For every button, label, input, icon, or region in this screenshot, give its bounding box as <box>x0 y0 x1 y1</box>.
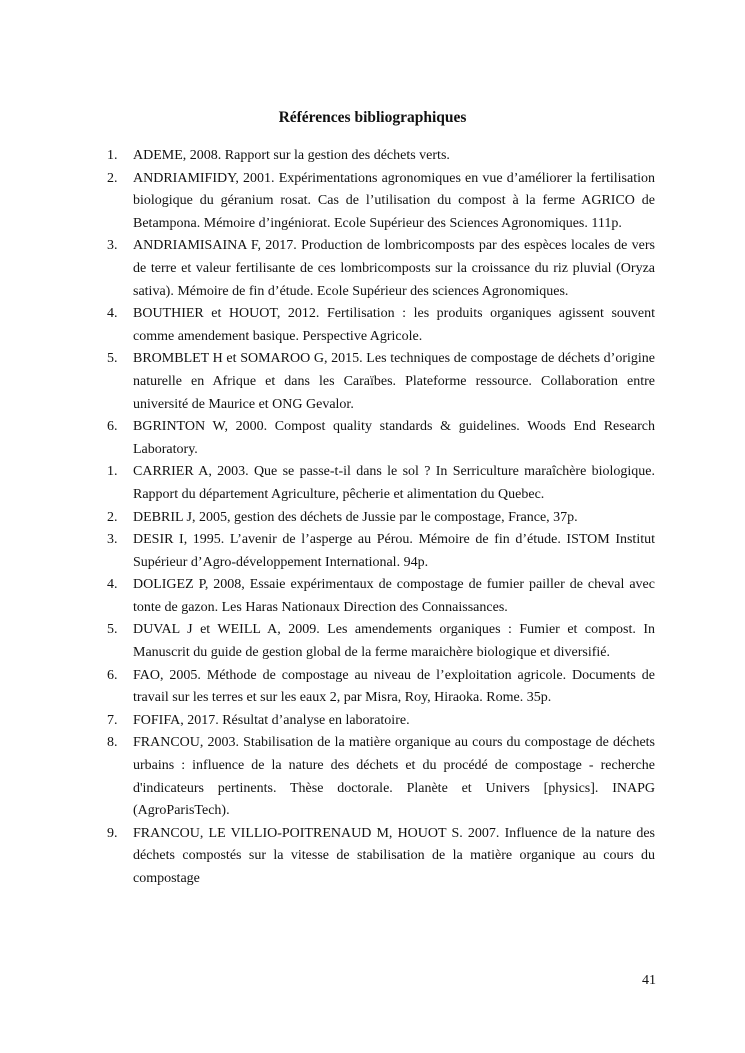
reference-item <box>107 461 655 506</box>
reference-number: 1. <box>107 148 118 163</box>
reference-number: 8. <box>107 735 118 751</box>
reference-item <box>107 732 655 822</box>
reference-text: DUVAL J et WEILL A, 2009. Les amendements organiques : Fumier et compost. In Manuscrit du guide de gestion global de la ferme maraichère biologique et diversifié. <box>133 622 655 661</box>
reference-text: DOLIGEZ P, 2008, Essaie expérimentaux de compostage de fumier pailler de cheval avec tonte de gazon. Les Haras Nationaux Direction des Connaissances. <box>133 577 655 615</box>
reference-item <box>107 574 655 619</box>
reference-item <box>107 416 655 461</box>
reference-item <box>107 529 655 574</box>
reference-number: 1. <box>107 464 118 480</box>
page-title: Références bibliographiques <box>278 109 467 126</box>
reference-number: 3. <box>107 238 118 254</box>
reference-number: 2. <box>107 509 118 525</box>
reference-text: FOFIFA, 2017. Résultat d’analyse en laboratoire. <box>133 712 410 728</box>
reference-number: 6. <box>107 667 118 683</box>
reference-text: FRANCOU, LE VILLIO-POITRENAUD M, HOUOT S. 2007. Influence de la nature des déchets compostés sur la vitesse de stabilisation de la matière organique au cours du compostage <box>133 825 655 886</box>
reference-text: DESIR I, 1995. L’avenir de l’asperge au Pérou. Mémoire de fin d’étude. ISTOM Institut Supérieur d’Agro-développement International. 94p. <box>133 532 655 570</box>
reference-item <box>107 168 655 236</box>
reference-list <box>107 145 655 891</box>
reference-text: ANDRIAMIFIDY, 2001. Expérimentations agronomiques en vue d’améliorer la fertilisation biologique du géranium rosat. Cas de l’utilisation du compost à la ferme AGRICO de Betampona. Mémoire d’ingéniorat. Ecole Supérieur des Sciences Agronomiques. 111p. <box>133 170 655 231</box>
reference-item <box>107 710 655 733</box>
reference-text: ADEME, 2008. Rapport sur la gestion des déchets verts. <box>133 148 450 163</box>
reference-number: 7. <box>107 712 118 728</box>
reference-number: 9. <box>107 825 118 841</box>
reference-text: DEBRIL J, 2005, gestion des déchets de Jussie par le compostage, France, 37p. <box>133 509 578 525</box>
page-number: 41 <box>642 973 656 988</box>
reference-item <box>107 507 655 530</box>
reference-number: 4. <box>107 577 118 593</box>
reference-item <box>107 665 655 710</box>
reference-text: BOUTHIER et HOUOT, 2012. Fertilisation : les produits organiques agissent souvent comme amendement basique. Perspective Agricole. <box>133 306 655 344</box>
reference-item <box>107 619 655 664</box>
reference-text: BROMBLET H et SOMAROO G, 2015. Les techniques de compostage de déchets d’origine naturelle en Afrique et dans les Caraïbes. Plateforme ressource. Collaboration entre université de Maurice et ONG Gevalor. <box>133 351 655 412</box>
reference-text: FRANCOU, 2003. Stabilisation de la matière organique au cours du compostage de déchets urbains : influence de la nature des déchets et du procédé de compostage - recherche d'indicateurs pertinents. Thèse doctorale. Planète et Univers [physics]. INAPG (AgroParisTech). <box>133 735 655 819</box>
reference-text: FAO, 2005. Méthode de compostage au niveau de l’exploitation agricole. Documents de travail sur les terres et sur les eaux 2, par Misra, Roy, Hiraoka. Rome. 35p. <box>133 667 655 706</box>
reference-item <box>107 348 655 416</box>
reference-item <box>107 235 655 303</box>
reference-text: ANDRIAMISAINA F, 2017. Production de lombricomposts par des espèces locales de vers de terre et valeur fertilisante de ces lombricomposts sur la croissance du riz pluvial (Oryza sativa). Mémoire de fin d’étude. Ecole Supérieur des sciences Agronomiques. <box>133 238 655 299</box>
reference-item <box>107 303 655 348</box>
reference-number: 6. <box>107 419 118 435</box>
reference-number: 2. <box>107 170 118 186</box>
reference-text: BGRINTON W, 2000. Compost quality standards & guidelines. Woods End Research Laboratory. <box>133 419 655 457</box>
reference-number: 3. <box>107 532 118 548</box>
reference-text: CARRIER A, 2003. Que se passe-t-il dans le sol ? In Serriculture maraîchère biologique. Rapport du département Agriculture, pêcherie et alimentation du Quebec. <box>133 464 655 502</box>
reference-number: 5. <box>107 622 118 638</box>
reference-item <box>107 145 655 168</box>
reference-number: 5. <box>107 351 118 367</box>
reference-number: 4. <box>107 306 118 322</box>
reference-item <box>107 823 655 891</box>
